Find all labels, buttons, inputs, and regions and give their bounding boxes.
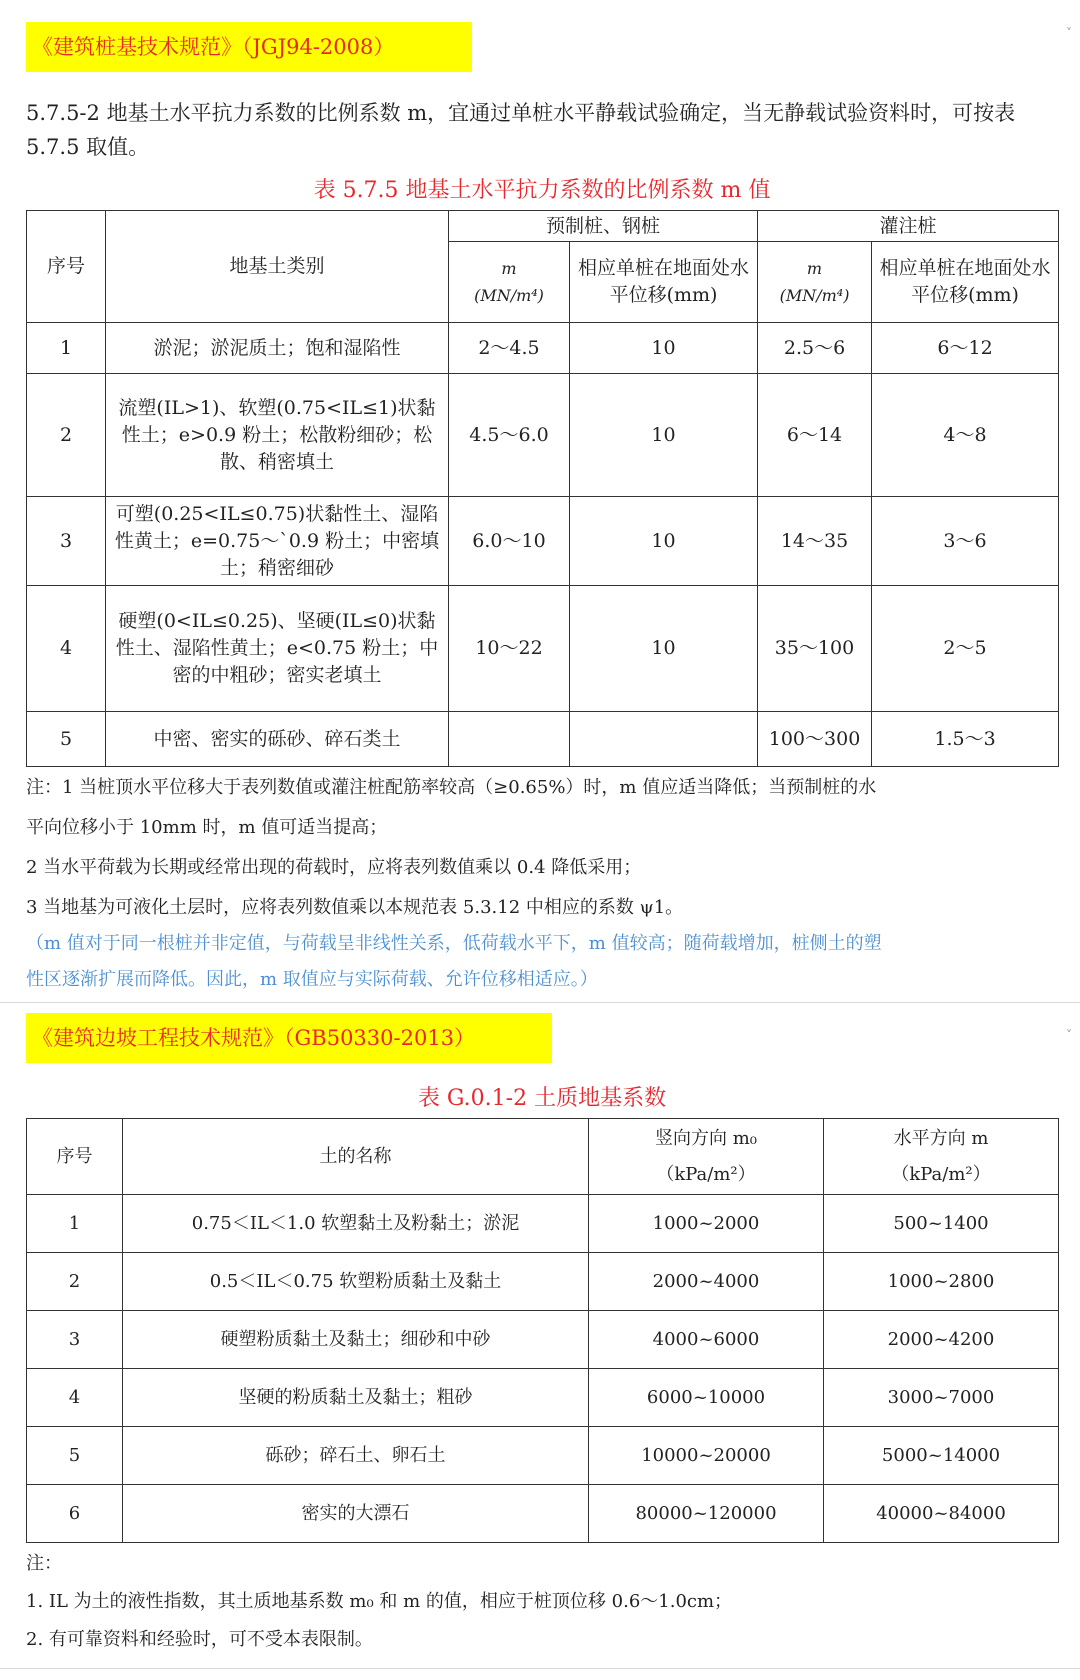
table1-header-cast: 灌注桩 (758, 211, 1059, 242)
table2-note-3: 2. 有可靠资料和经验时，可不受本表限制。 (26, 1629, 373, 1650)
table2-cell-name: 0.5＜IL＜0.75 软塑粉质黏土及黏土 (123, 1253, 589, 1311)
table1-cell-d2: 1.5～3 (872, 712, 1059, 767)
table1-cell-m1: 4.5～6.0 (449, 374, 570, 497)
table1-cell-m1: 6.0～10 (449, 497, 570, 586)
table-row (27, 1253, 1059, 1311)
corner-mark: ˅ (1066, 26, 1072, 40)
table2-cell-no: 4 (27, 1369, 123, 1427)
table2-cell-vertical: 1000~2000 (589, 1195, 824, 1253)
table1-cell-d2: 4～8 (872, 374, 1059, 497)
table1-note-4: 3 当地基为可液化土层时，应将表列数值乘以本规范表 5.3.12 中相应的系数 ψ1。 (26, 897, 684, 918)
table2-header-vertical (589, 1119, 824, 1195)
table1-cell-d1: 10 (570, 497, 758, 586)
table1-title: 表 5.7.5 地基土水平抗力系数的比例系数 m 值 (313, 178, 771, 203)
table2-header-name: 土的名称 (123, 1119, 589, 1195)
table1-blue-note-2: 性区逐渐扩展而降低。因此，m 取值应与实际荷载、允许位移相适应。） (26, 969, 598, 990)
table1-cell-m1 (449, 712, 570, 767)
table2-cell-no: 6 (27, 1485, 123, 1543)
table-row (27, 1369, 1059, 1427)
table1-cell-m2: 100～300 (758, 712, 872, 767)
table-row (27, 712, 1059, 767)
table1-cell-no: 2 (27, 374, 106, 497)
table1-cell-soil: 硬塑(0<IL≤0.25)、坚硬(IL≤0)状黏性土、湿陷性黄土；e<0.75 粉土；中密的中粗砂；密实老填土 (106, 586, 449, 712)
table1-header-m1 (449, 242, 570, 323)
table2-cell-horizontal: 3000~7000 (824, 1369, 1059, 1427)
table2-header-vertical-label: 竖向方向 m₀ (654, 1127, 757, 1149)
table1-note-2: 平向位移小于 10mm 时，m 值可适当提高； (26, 817, 388, 838)
table1-cell-no: 3 (27, 497, 106, 586)
table1-cell-d1: 10 (570, 374, 758, 497)
table-row (27, 497, 1059, 586)
table1-cell-soil: 可塑(0.25<IL≤0.75)状黏性土、湿陷性黄土；e=0.75～`0.9 粉土；中密填土；稍密细砂 (106, 497, 449, 586)
table1-header-precast: 预制桩、钢桩 (449, 211, 758, 242)
table1-cell-no: 1 (27, 323, 106, 374)
table1-header-m2-unit: (MN/m⁴) (779, 286, 850, 305)
table-row (27, 323, 1059, 374)
table1-cell-m1: 2～4.5 (449, 323, 570, 374)
table2-cell-name: 硬塑粉质黏土及黏土；细砂和中砂 (123, 1311, 589, 1369)
section1-paragraph: 5.7.5-2 地基土水平抗力系数的比例系数 m，宜通过单桩水平静载试验确定，当无静载试验资料时，可按表 5.7.5 取值。 (26, 101, 1016, 159)
table2-cell-vertical: 6000~10000 (589, 1369, 824, 1427)
table2-cell-vertical: 2000~4000 (589, 1253, 824, 1311)
table1-cell-no: 4 (27, 586, 106, 712)
table2-header-horizontal-label: 水平方向 m (893, 1127, 989, 1149)
table2-header-horizontal-unit: （kPa/m²） (891, 1163, 991, 1185)
table1-cell-soil: 流塑(IL>1)、软塑(0.75<IL≤1)状黏性土；e>0.9 粉土；松散粉细砂；松散、稍密填土 (106, 374, 449, 497)
table-row (27, 586, 1059, 712)
table1-header-d1: 相应单桩在地面处水平位移(mm) (570, 242, 758, 323)
table2-note-1: 注： (26, 1553, 62, 1574)
table1 (26, 210, 1059, 767)
table1-header-m2-symbol: m (806, 259, 823, 278)
table2-cell-no: 3 (27, 1311, 123, 1369)
table1-cell-d1: 10 (570, 323, 758, 374)
table2-header-no: 序号 (27, 1119, 123, 1195)
table1-note-1: 注：1 当桩顶水平位移大于表列数值或灌注桩配筋率较高（≥0.65%）时，m 值应适当降低；当预制桩的水 (26, 777, 877, 798)
table1-cell-m2: 2.5～6 (758, 323, 872, 374)
table1-cell-no: 5 (27, 712, 106, 767)
corner-mark: ˅ (1066, 1028, 1072, 1042)
table-row (27, 374, 1059, 497)
table1-header-soil: 地基土类别 (106, 211, 449, 323)
table1-header-d2: 相应单桩在地面处水平位移(mm) (872, 242, 1059, 323)
table2-cell-vertical: 10000~20000 (589, 1427, 824, 1485)
table-row (27, 1427, 1059, 1485)
table2-note-2: 1. IL 为土的液性指数，其土质地基系数 m₀ 和 m 的值，相应于桩顶位移 0.6～1.0cm； (26, 1591, 733, 1612)
table1-header-no: 序号 (27, 211, 106, 323)
table1-cell-soil: 中密、密实的砾砂、碎石类土 (106, 712, 449, 767)
table1-cell-m2: 6～14 (758, 374, 872, 497)
table1-blue-note-1: （m 值对于同一根桩并非定值，与荷载呈非线性关系，低荷载水平下，m 值较高；随荷载增加，桩侧土的塑 (26, 933, 882, 954)
table1-header-m1-symbol: m (501, 259, 517, 278)
table-row (27, 1195, 1059, 1253)
table2-cell-horizontal: 1000~2800 (824, 1253, 1059, 1311)
table2-cell-horizontal: 5000~14000 (824, 1427, 1059, 1485)
table2-cell-no: 1 (27, 1195, 123, 1253)
table1-cell-d2: 3～6 (872, 497, 1059, 586)
table-row (27, 1485, 1059, 1543)
table2-title: 表 G.0.1-2 土质地基系数 (417, 1086, 667, 1111)
table2-cell-name: 坚硬的粉质黏土及黏土；粗砂 (123, 1369, 589, 1427)
table1-header-m2 (758, 242, 872, 323)
table1-cell-m2: 35～100 (758, 586, 872, 712)
table-row (27, 1311, 1059, 1369)
table1-cell-d1: 10 (570, 586, 758, 712)
table2-cell-vertical: 80000~120000 (589, 1485, 824, 1543)
table1-cell-m1: 10～22 (449, 586, 570, 712)
page-bottom-divider (0, 1668, 1080, 1669)
table1-header-m1-unit: (MN/m⁴) (474, 286, 544, 305)
table2-header-horizontal (824, 1119, 1059, 1195)
table2-cell-no: 5 (27, 1427, 123, 1485)
table1-note-3: 2 当水平荷载为长期或经常出现的荷载时，应将表列数值乘以 0.4 降低采用； (26, 857, 642, 878)
table2-cell-name: 0.75＜IL＜1.0 软塑黏土及粉黏土；淤泥 (123, 1195, 589, 1253)
table1-cell-d2: 6～12 (872, 323, 1059, 374)
section1-heading: 《建筑桩基技术规范》（JGJ94-2008） (26, 22, 472, 72)
table1-cell-d2: 2～5 (872, 586, 1059, 712)
section2-heading: 《建筑边坡工程技术规范》（GB50330-2013） (26, 1013, 552, 1063)
table2-cell-name: 砾砂；碎石土、卵石土 (123, 1427, 589, 1485)
table2-cell-no: 2 (27, 1253, 123, 1311)
table1-cell-d1 (570, 712, 758, 767)
table2-header-vertical-unit: （kPa/m²） (656, 1163, 756, 1185)
table1-cell-m2: 14～35 (758, 497, 872, 586)
table2 (26, 1118, 1059, 1543)
table2-cell-horizontal: 500~1400 (824, 1195, 1059, 1253)
table1-cell-soil: 淤泥；淤泥质土；饱和湿陷性 (106, 323, 449, 374)
table2-cell-vertical: 4000~6000 (589, 1311, 824, 1369)
table2-cell-name: 密实的大漂石 (123, 1485, 589, 1543)
section-divider (0, 1002, 1080, 1003)
table2-cell-horizontal: 40000~84000 (824, 1485, 1059, 1543)
table2-cell-horizontal: 2000~4200 (824, 1311, 1059, 1369)
